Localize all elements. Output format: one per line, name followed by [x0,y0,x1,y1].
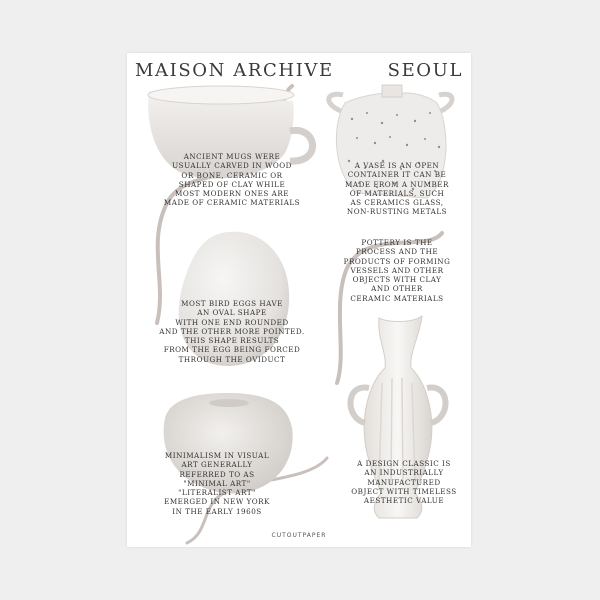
text-line: AN INDUSTRIALLY [364,468,444,478]
text-line: AND THE OTHER MORE POINTED. [159,326,305,336]
text-line: USUALLY CARVED IN WOOD [172,161,292,171]
text-line: EMERGED IN NEW YORK [164,497,270,507]
text-line: FROM THE EGG BEING FORCED [163,345,301,355]
text-line: ANCIENT MUGS WERE [183,152,281,161]
text-line: A VASE IS AN OPEN [354,161,440,170]
text-line: MOST MODERN ONES ARE [175,189,289,199]
text-line: CONTAINER IT CAN BE [347,170,447,180]
text-line: OF MATERIALS, SUCH [349,188,445,198]
text-line: PRODUCTS OF FORMING [343,256,451,266]
vase-text [327,161,467,217]
minimalism-text [147,451,287,516]
text-line: A DESIGN CLASSIC IS [357,459,451,468]
pottery-text [327,238,467,303]
text-line: "LITERALIST ART" [178,488,256,498]
footer-credit: CUTOUTPAPER [271,532,327,539]
text-line: "MINIMAL ART" [183,478,251,488]
text-line: THIS SHAPE RESULTS [184,336,280,346]
text-line: IN THE EARLY 1960S [172,506,262,516]
text-line: MANUFACTURED [367,477,441,487]
brand-title: MAISON ARCHIVE [135,60,334,81]
text-line: SHAPED OF CLAY WHILE [178,179,286,189]
text-line: MADE OF CERAMIC MATERIALS [163,198,301,208]
mug-text [157,152,307,208]
design-text [337,459,471,505]
eggs-text [147,299,317,364]
text-line: REFERRED TO AS [179,469,255,479]
text-line: OBJECTS WITH CLAY [352,275,442,285]
text-line: WITH ONE END ROUNDED [175,317,289,327]
text-line: AN OVAL SHAPE [197,308,267,318]
text-line: PROCESS AND THE [355,247,439,257]
text-line: AND OTHER [371,284,423,294]
text-line: CERAMIC MATERIALS [350,293,444,303]
text-line: MOST BIRD EGGS HAVE [181,299,283,308]
text-line: THROUGH THE OVIDUCT [178,354,286,364]
text-line: OBJECT WITH TIMELESS [351,486,457,496]
text-line: MADE FROM A NUMBER [345,179,449,189]
text-line: ART GENERALLY [181,460,253,470]
text-line: MINIMALISM IN VISUAL [164,451,270,460]
text-line: AS CERAMICS GLASS, [350,198,444,208]
text-line: AESTHETIC VALUE [363,496,445,506]
city-title: SEOUL [387,60,463,81]
text-line: POTTERY IS THE [361,238,433,247]
text-line: VESSELS AND OTHER [350,265,444,275]
text-line: NON-RUSTING METALS [346,207,448,217]
poster-card [127,53,471,547]
text-line: OR BONE, CERAMIC OR [181,170,283,180]
